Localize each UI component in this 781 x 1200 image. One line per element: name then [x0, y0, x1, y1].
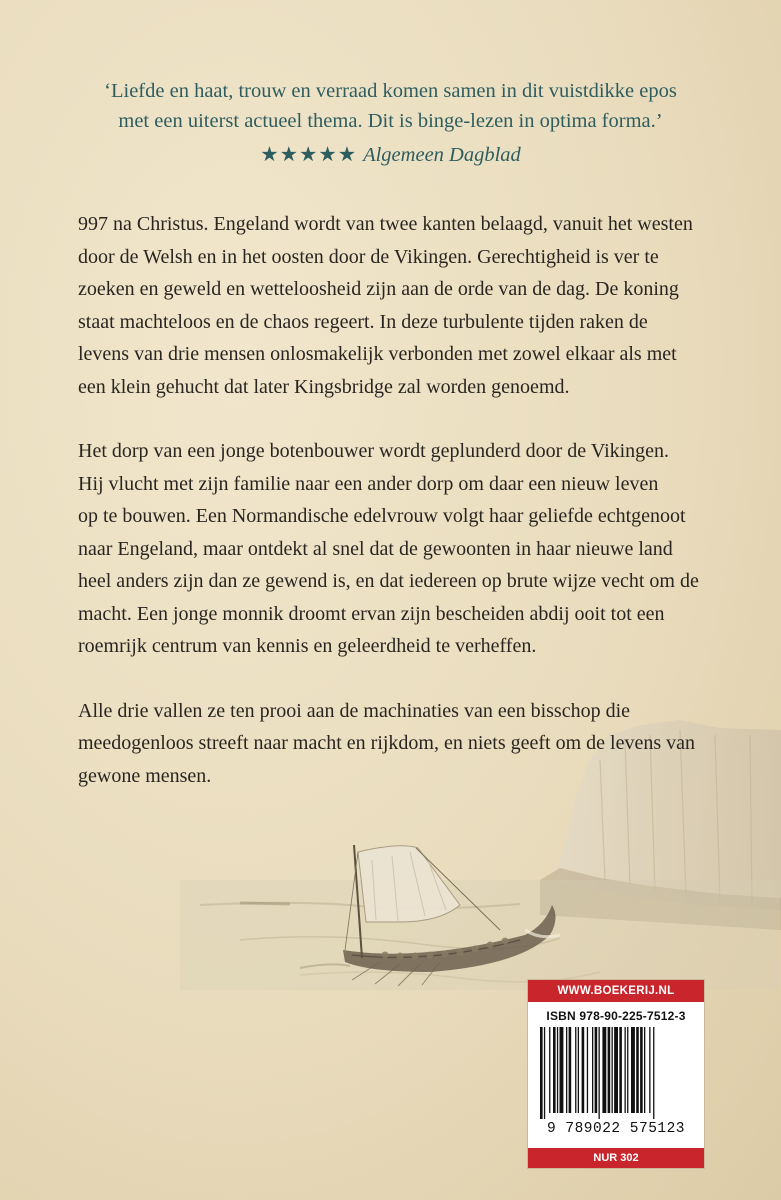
publisher-url: WWW.BOEKERIJ.NL: [528, 980, 704, 1002]
barcode-stripe: [582, 1027, 585, 1113]
text-line: Het dorp van een jonge botenbouwer wordt geplunderd door de Vikingen.: [78, 440, 670, 462]
text-line: een klein gehucht dat later Kingsbridge zal worden genoemd.: [78, 375, 570, 398]
barcode-stripe: [653, 1027, 654, 1119]
blurb-paragraph-1: [78, 208, 718, 403]
barcode-stripe: [608, 1027, 611, 1113]
text-line: zoeken en geweld en wetteloosheid zijn aan de orde van de dag. De koning: [78, 278, 679, 300]
barcode-stripe: [602, 1027, 606, 1113]
text-line: door de Welsh en in het oosten door de Vikingen. Gerechtigheid is ver te: [78, 245, 659, 268]
text-line: staat machteloos en de chaos regeert. In deze turbulente tijden raken de: [78, 310, 648, 333]
barcode-stripe: [560, 1027, 564, 1113]
barcode-stripe: [636, 1027, 639, 1113]
quote-source: Algemeen Dagblad: [363, 144, 521, 166]
barcode-stripe: [631, 1027, 635, 1113]
review-quote: [60, 76, 721, 170]
barcode-stripe: [595, 1027, 598, 1113]
blurb-paragraph-2: [78, 435, 718, 663]
blurb-paragraph-3: [78, 695, 718, 793]
barcode-digits: 9 789022 575123: [546, 1121, 686, 1137]
barcode-stripe: [540, 1027, 543, 1119]
text-line: roemrijk centrum van kennis en geleerdheid te verheffen.: [78, 635, 537, 657]
barcode-stripe: [587, 1027, 588, 1113]
nur-code: NUR 302: [528, 1148, 704, 1168]
barcode-stripe: [619, 1027, 622, 1113]
barcode-stripe: [578, 1027, 579, 1113]
barcode-stripe: [627, 1027, 628, 1113]
text-line: Hij vlucht met zijn familie naar een ander dorp om daar een nieuw leven: [78, 472, 659, 495]
barcode-stripe: [625, 1027, 626, 1113]
barcode-stripe: [640, 1027, 643, 1113]
quote-line-2: met een uiterst actueel thema. Dit is binge-lezen in optima forma.’: [118, 110, 663, 132]
text-line: levens van drie mensen onlosmakelijk verbonden met zowel elkaar als met: [78, 343, 677, 365]
barcode-stripe: [544, 1027, 545, 1119]
isbn-number: ISBN 978-90-225-7512-3: [546, 1009, 686, 1023]
barcode-stripe: [553, 1027, 556, 1113]
quote-line-1: ‘Liefde en haat, trouw en verraad komen samen in dit vuistdikke epos: [104, 80, 677, 102]
barcode-stripe: [599, 1027, 600, 1119]
barcode-stripe: [649, 1027, 650, 1113]
quote-attribution: [60, 140, 721, 170]
barcode-stripe: [575, 1027, 576, 1113]
barcode-stripe: [549, 1027, 550, 1113]
text-line: naar Engeland, maar ontdekt al snel dat de gewoonten in haar nieuwe land: [78, 537, 673, 560]
barcode-stripe: [569, 1027, 572, 1113]
barcode-stripe: [566, 1027, 567, 1113]
barcode-label: [528, 980, 704, 1168]
text-line: heel anders zijn dan ze gewend is, en dat iedereen op brute wijze vecht om de: [78, 570, 699, 592]
rating-stars: ★★★★★: [260, 144, 358, 166]
text-line: Alle drie vallen ze ten prooi aan de machinaties van een bisschop die: [78, 699, 631, 722]
text-line: 997 na Christus. Engeland wordt van twee kanten belaagd, vanuit het westen: [78, 213, 693, 235]
text-line: gewone mensen.: [78, 764, 212, 787]
barcode-bars: [538, 1027, 694, 1119]
blurb-text: [78, 208, 718, 824]
text-line: meedogenloos streeft naar macht en rijkdom, en niets geeft om de levens van: [78, 732, 696, 754]
barcode-stripe: [557, 1027, 558, 1113]
text-line: op te bouwen. Een Normandische edelvrouw volgt haar geliefde echtgenoot: [78, 505, 686, 527]
barcode-stripe: [612, 1027, 613, 1113]
barcode-stripe: [644, 1027, 645, 1113]
barcode-stripe: [592, 1027, 593, 1113]
barcode-stripe: [614, 1027, 618, 1113]
text-line: macht. Een jonge monnik droomt ervan zijn bescheiden abdij ooit tot een: [78, 602, 665, 625]
